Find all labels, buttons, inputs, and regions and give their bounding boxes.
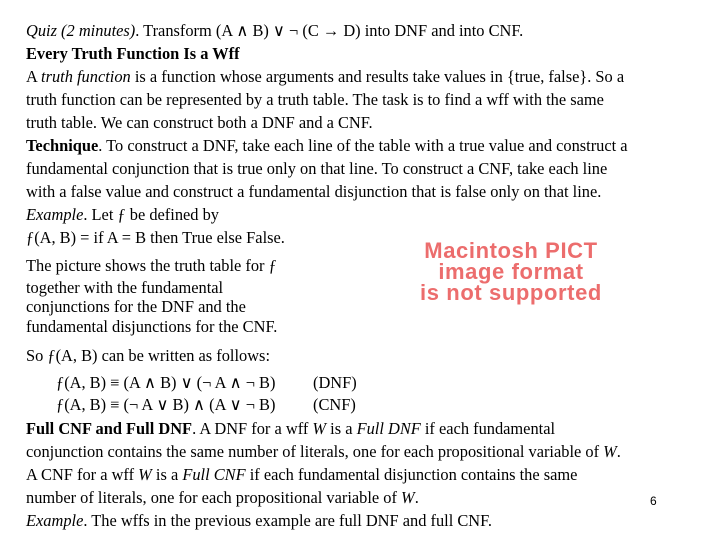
full-text: conjunction contains the same number of literals, one for each propositional variable of [26,442,604,461]
full-line-4 [26,487,419,510]
technique-line-3: with a false value and construct a fundamental disjunction that is false only on that line. [26,182,602,201]
technique-label: Technique [26,136,99,155]
truth-function-term: truth function [41,67,131,86]
cnf-formula: ƒ(A, B) ≡ (¬ A ∨ B) ∧ (A ∨ ¬ B) [56,395,276,414]
page-number: 6 [650,494,657,508]
full-dnf-term: Full DNF [356,419,421,438]
full-text: . [616,442,621,461]
wff-variable: W [401,488,415,507]
quiz-label: Quiz (2 minutes) [26,21,136,40]
wff-variable: W [312,419,327,438]
full-line-2 [26,441,621,464]
example-line [26,204,219,227]
full-line-3 [26,464,577,487]
picture-description-1: The picture shows the truth table for ƒ [26,256,277,275]
intro-line-1 [26,66,624,89]
function-definition: ƒ(A, B) = if A = B then True else False. [26,228,285,247]
dnf-tag: (DNF) [313,373,357,392]
picture-description-3: conjunctions for the DNF and the [26,297,246,316]
example-label: Example [26,511,84,530]
full-text: is a [151,465,183,484]
full-text: . [414,488,419,507]
intro-line-2: truth function can be represented by a truth table. The task is to find a wff with the same [26,90,604,109]
placeholder-line: is not supported [420,280,602,305]
full-cnf-term: Full CNF [182,465,246,484]
intro-text: is a function whose arguments and results take values in {true, false}. So a [130,67,625,86]
full-text: number of literals, one for each propositional variable of [26,488,402,507]
full-text: if each fundamental [420,419,556,438]
example-text: . The wffs in the previous example are full DNF and full CNF. [83,511,493,530]
placeholder-line: Macintosh PICT [424,238,598,263]
full-text: A CNF for a wff [26,465,139,484]
full-text: if each fundamental disjunction contains the same [245,465,578,484]
quiz-text: . Transform (A ∧ B) ∨ ¬ (C → D) into DNF and into CNF. [135,21,524,40]
written-as-line: So ƒ(A, B) can be written as follows: [26,346,270,365]
wff-variable: W [603,442,617,461]
example-label: Example [26,205,84,224]
technique-line-1 [26,135,628,158]
section-heading: Every Truth Function Is a Wff [26,44,240,63]
technique-text: . To construct a DNF, take each line of the table with a true value and construct a [98,136,628,155]
placeholder-line: image format [438,259,584,284]
dnf-formula: ƒ(A, B) ≡ (A ∧ B) ∨ (¬ A ∧ ¬ B) [56,373,276,392]
full-text: is a [326,419,357,438]
wff-variable: W [138,465,152,484]
cnf-tag: (CNF) [313,395,356,414]
picture-description-4: fundamental disjunctions for the CNF. [26,317,278,336]
intro-line-3: truth table. We can construct both a DNF and a CNF. [26,113,373,132]
quiz-line [26,20,523,43]
example-text: . Let ƒ be defined by [83,205,219,224]
full-line-1 [26,418,555,441]
example-2-line [26,510,492,533]
technique-line-2: fundamental conjunction that is true only on that line. To construct a CNF, take each line [26,159,608,178]
picture-description-2: together with the fundamental [26,278,224,297]
unsupported-image-placeholder [356,240,666,308]
full-label: Full CNF and Full DNF [26,419,193,438]
intro-text: A [26,67,42,86]
full-text: . A DNF for a wff [192,419,313,438]
